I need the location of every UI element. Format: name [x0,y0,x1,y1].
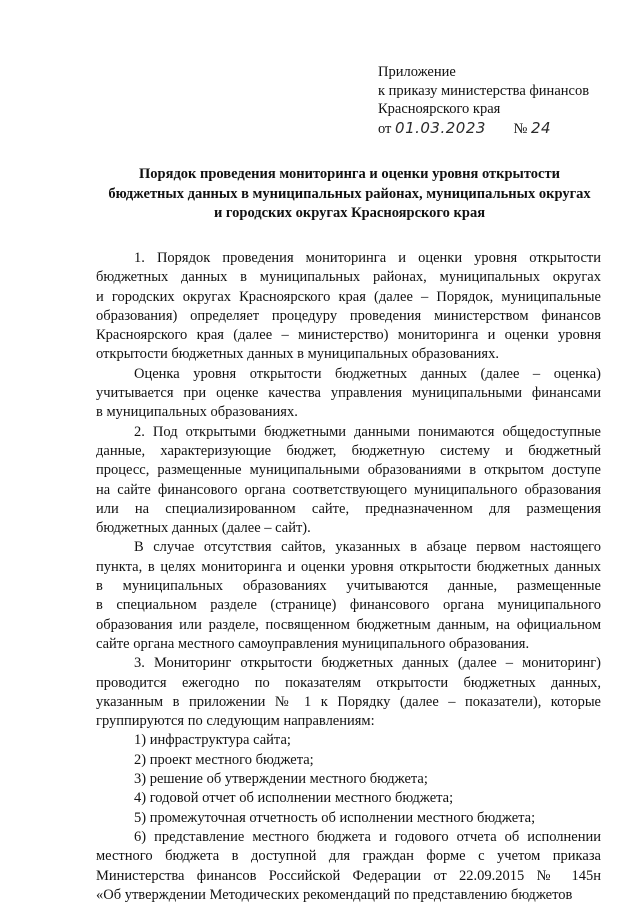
paragraph-line: образования или разделе, посвященном бюджетным данным, на официальном [96,616,601,633]
paragraph-line: 6) представление местного бюджета и годового отчета об исполнении [134,828,601,845]
paragraph-line: местного бюджета в доступной для граждан форме с учетом приказа [96,848,601,865]
paragraph-line: В случае отсутствия сайтов, указанных в абзаце первом настоящего [134,539,601,556]
paragraph-line: на сайте финансового органа соответствующего муниципального образования [96,481,601,498]
document-body [96,249,601,905]
document-title [88,165,611,224]
paragraph-line: 3. Мониторинг открытости бюджетных данных (далее – мониторинг) [134,655,601,672]
paragraph [96,770,601,789]
paragraph-line: в муниципальных образованиях учитываются данные, размещенные [96,578,601,595]
title-line: и городских округах Красноярского края [213,205,486,222]
paragraph [96,365,601,423]
paragraph-line: Оценка уровня открытости бюджетных данных (далее – оценка) [134,365,601,382]
paragraph [96,538,601,654]
paragraph-line: пункта, в целях мониторинга и оценки уровня открытости бюджетных данных [96,558,601,575]
paragraph-line: данные, характеризующие бюджет, бюджетную систему и бюджетный [96,442,601,459]
title-line: Порядок проведения мониторинга и оценки уровня открытости [139,166,560,182]
paragraph-line: 4) годовой отчет об исполнении местного бюджета; [134,790,454,807]
appendix-order-reference: к приказу министерства финансов [378,82,590,99]
paragraph-line: 1. Порядок проведения мониторинга и оценки уровня открытости [134,250,601,266]
paragraph-line: учитывается при оценке качества управления муниципальными финансами [96,385,601,402]
paragraph-line: бюджетных данных в муниципальных районах, муниципальных округах [96,269,601,286]
paragraph-line: 2. Под открытыми бюджетными данными понимаются общедоступные [134,423,601,440]
paragraph-line: проводится ежегодно по показателям открытости бюджетных данных, [96,674,601,691]
paragraph [96,751,601,770]
number-sign: № [513,120,528,137]
appendix-region: Красноярского края [378,101,501,118]
paragraph [96,423,601,539]
paragraph [96,828,601,905]
paragraph-line: сайте органа местного самоуправления муниципального образования. [96,635,530,652]
appendix-date-number [378,119,618,139]
paragraph-line: 2) проект местного бюджета; [134,751,314,768]
paragraph-line: 5) промежуточная отчетность об исполнении местного бюджета; [134,809,536,826]
paragraph [96,789,601,808]
paragraph-line: или на специализированном сайте, предназначенном для размещения [96,500,601,517]
paragraph [96,249,601,365]
title-line: бюджетных данных в муниципальных районах, муниципальных округах [108,185,591,202]
paragraph-line: бюджетных данных (далее – сайт). [96,520,311,537]
paragraph-line: процесс, размещенные муниципальными образованиями в открытом доступе [96,462,601,479]
paragraph-line: 1) инфраструктура сайта; [134,732,291,749]
paragraph-line: 3) решение об утверждении местного бюджета; [134,771,428,788]
paragraph-line: «Об утверждении Методических рекомендаций по представлению бюджетов [96,886,573,903]
paragraph-line: и городских округах Красноярского края (далее – Порядок, муниципальные [96,288,601,305]
paragraph-line: образования) определяет процедуру проведения министерством финансов [96,307,601,324]
paragraph-line: Министерства финансов Российской Федерации от 22.09.2015 № 145н [96,867,601,884]
paragraph [96,809,601,828]
paragraph-line: указанным в приложении № 1 к Порядку (далее – показатели), которые [96,693,601,710]
paragraph-line: Красноярского края (далее – министерство) мониторинга и оценки уровня [96,327,601,344]
paragraph-line: в муниципальных образованиях. [96,404,298,421]
handwritten-number: 24 [531,118,552,137]
appendix-label: Приложение [378,64,456,80]
handwritten-date: 01.03.2023 [395,118,486,137]
paragraph [96,654,601,731]
paragraph-line: группируются по следующим направлениям: [96,713,375,730]
appendix-header [378,63,618,138]
paragraph-line: в специальном разделе (странице) финансового органа муниципального [96,597,601,614]
paragraph [96,731,601,750]
date-prefix: от [378,120,392,137]
paragraph-line: открытости бюджетных данных в муниципальных образованиях. [96,346,499,363]
